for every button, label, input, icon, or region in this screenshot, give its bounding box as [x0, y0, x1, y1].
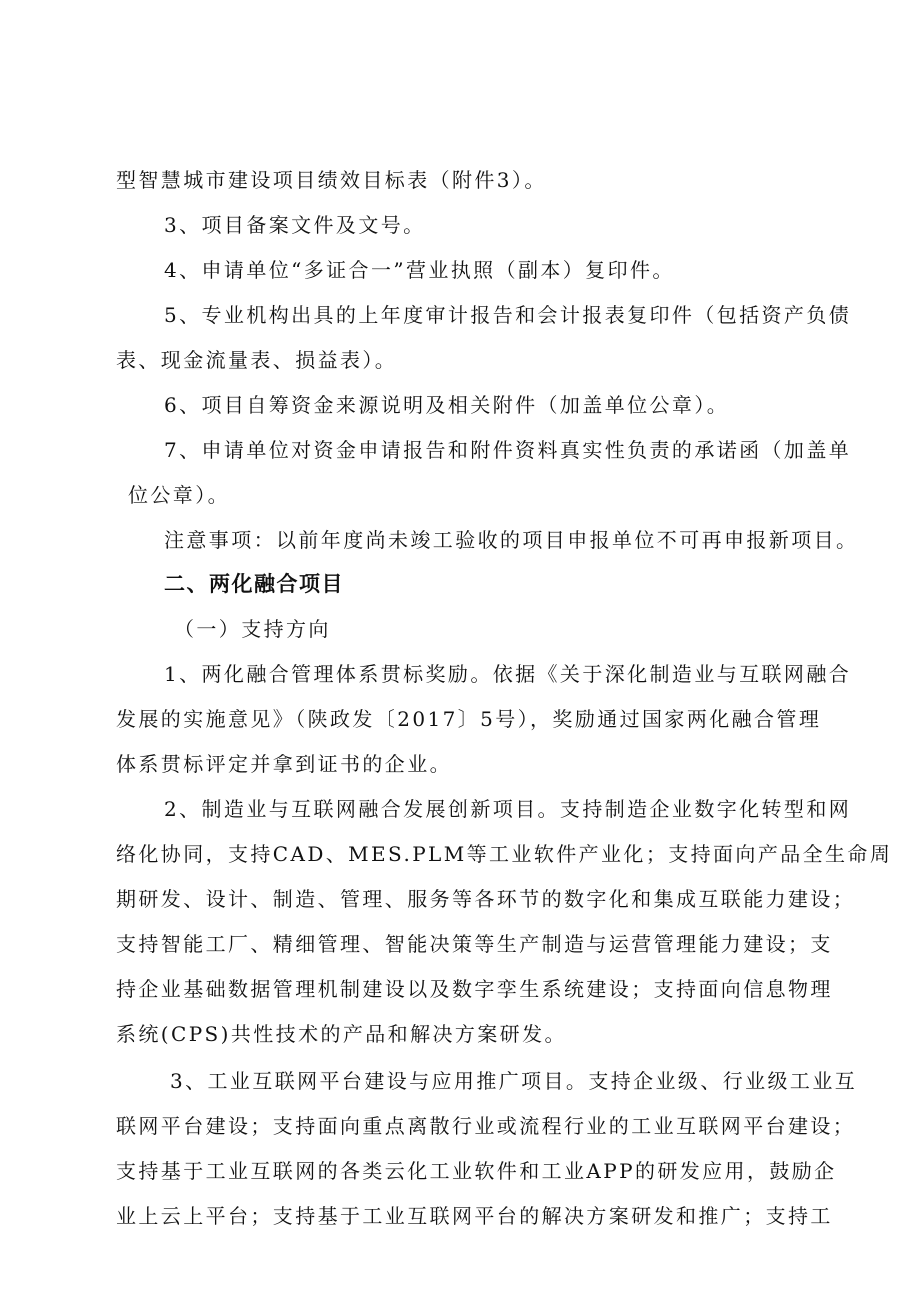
text-line: 表、现金流量表、损益表）。: [116, 348, 398, 372]
text-line: 支持基于工业互联网的各类云化工业软件和工业APP的研发应用，鼓励企: [116, 1159, 837, 1183]
list-item-6: 6、项目自筹资金来源说明及相关附件（加盖单位公章）。: [164, 393, 730, 417]
subsection-heading: （一）支持方向: [174, 617, 331, 641]
list-item-7: 7、申请单位对资金申请报告和附件资料真实性负责的承诺函（加盖单: [164, 438, 852, 462]
text-line: 位公章）。: [128, 483, 230, 507]
list-item-2: 2、制造业与互联网融合发展创新项目。支持制造企业数字化转型和网: [164, 797, 852, 821]
text-line: 系统(CPS)共性技术的产品和解决方案研发。: [116, 1022, 567, 1046]
list-item-5: 5、专业机构出具的上年度审计报告和会计报表复印件（包括资产负债: [164, 303, 852, 327]
text-line: 型智慧城市建设项目绩效目标表（附件3）。: [116, 168, 547, 192]
text-line: 持企业基础数据管理机制建设以及数字孪生系统建设；支持面向信息物理: [116, 977, 833, 1001]
text-line: 络化协同，支持CAD、MES.PLM等工业软件产业化；支持面向产品全生命周: [116, 842, 893, 866]
list-item-1: 1、两化融合管理体系贯标奖励。依据《关于深化制造业与互联网融合: [164, 662, 852, 686]
text-line: 体系贯标评定并拿到证书的企业。: [116, 752, 452, 776]
list-item-3: 3、项目备案文件及文号。: [164, 213, 426, 237]
text-line: 联网平台建设；支持面向重点离散行业或流程行业的工业互联网平台建设；: [116, 1114, 856, 1138]
notice-paragraph: 注意事项：以前年度尚未竣工验收的项目申报单位不可再申报新项目。: [164, 528, 859, 552]
list-item-4: 4、申请单位“多证合一”营业执照（副本）复印件。: [164, 258, 675, 282]
list-item-3-industrial: 3、工业互联网平台建设与应用推广项目。支持企业级、行业级工业互: [170, 1069, 858, 1093]
text-line: 业上云上平台；支持基于工业互联网平台的解决方案研发和推广；支持工: [116, 1204, 833, 1228]
text-line: 发展的实施意见》（陕政发〔2017〕5号），奖励通过国家两化融合管理: [116, 707, 822, 731]
section-heading: 二、两化融合项目: [164, 572, 344, 596]
text-line: 支持智能工厂、精细管理、智能决策等生产制造与运营管理能力建设；支: [116, 932, 833, 956]
text-line: 期研发、设计、制造、管理、服务等各环节的数字化和集成互联能力建设；: [116, 887, 856, 911]
